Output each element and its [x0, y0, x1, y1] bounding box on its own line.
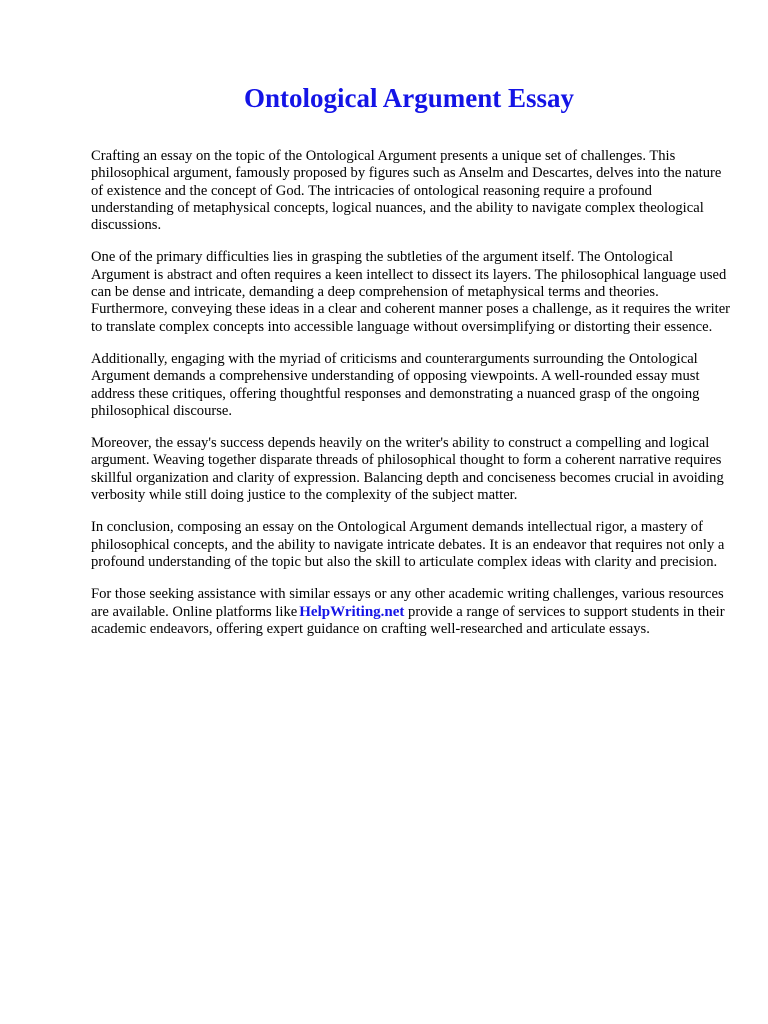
paragraph-5: In conclusion, composing an essay on the Ontological Argument demands intellectual rigor, a mastery of philosophical concepts, and the ability to navigate intricate debates. It is an endeavor that requires not only a profound understanding of the topic but also the skill to articulate complex ideas with clarity and precision.	[91, 519, 725, 570]
paragraph-6-before-link: For those seeking assistance with similar essays or any other academic writing challenges, various resources are available. Online platforms like	[91, 586, 724, 620]
paragraph-2: One of the primary difficulties lies in grasping the subtleties of the argument itself. The Ontological Argument is abstract and often requires a keen intellect to dissect its layers. The philosophical language used can be dense and intricate, demanding a deep comprehension of metaphysical terms and theories. Furthermore, conveying these ideas in a clear and coherent manner poses a challenge, as it requires the writer to translate complex concepts into accessible language without oversimplifying or distorting their essence.	[91, 249, 731, 335]
helpwriting-link[interactable]: HelpWriting.net	[299, 603, 405, 620]
paragraph-6-after-link: provide a range of services to support students in their academic endeavors, offering expert guidance on crafting well-researched and articulate essays.	[91, 603, 725, 637]
paragraph-4: Moreover, the essay's success depends heavily on the writer's ability to construct a compelling and logical argument. Weaving together disparate threads of philosophical thought to form a coherent narrative requires skillful organization and clarity of expression. Balancing depth and conciseness becomes crucial in avoiding verbosity while still doing justice to the complexity of the subject matter.	[91, 435, 724, 504]
paragraph-6	[91, 586, 731, 638]
paragraph-1: Crafting an essay on the topic of the Ontological Argument presents a unique set of challenges. This philosophical argument, famously proposed by figures such as Anselm and Descartes, delves into the nature of existence and the concept of God. The intricacies of ontological reasoning require a profound understanding of metaphysical concepts, logical nuances, and the ability to navigate complex theological discussions.	[91, 148, 722, 234]
paragraph-3: Additionally, engaging with the myriad of criticisms and counterarguments surrounding the Ontological Argument demands a comprehensive understanding of opposing viewpoints. A well-rounded essay must address these critiques, offering thoughtful responses and demonstrating a nuanced grasp of the ongoing philosophical discourse.	[91, 350, 700, 419]
document-body	[91, 148, 731, 638]
document-title: Ontological Argument Essay	[243, 83, 574, 113]
